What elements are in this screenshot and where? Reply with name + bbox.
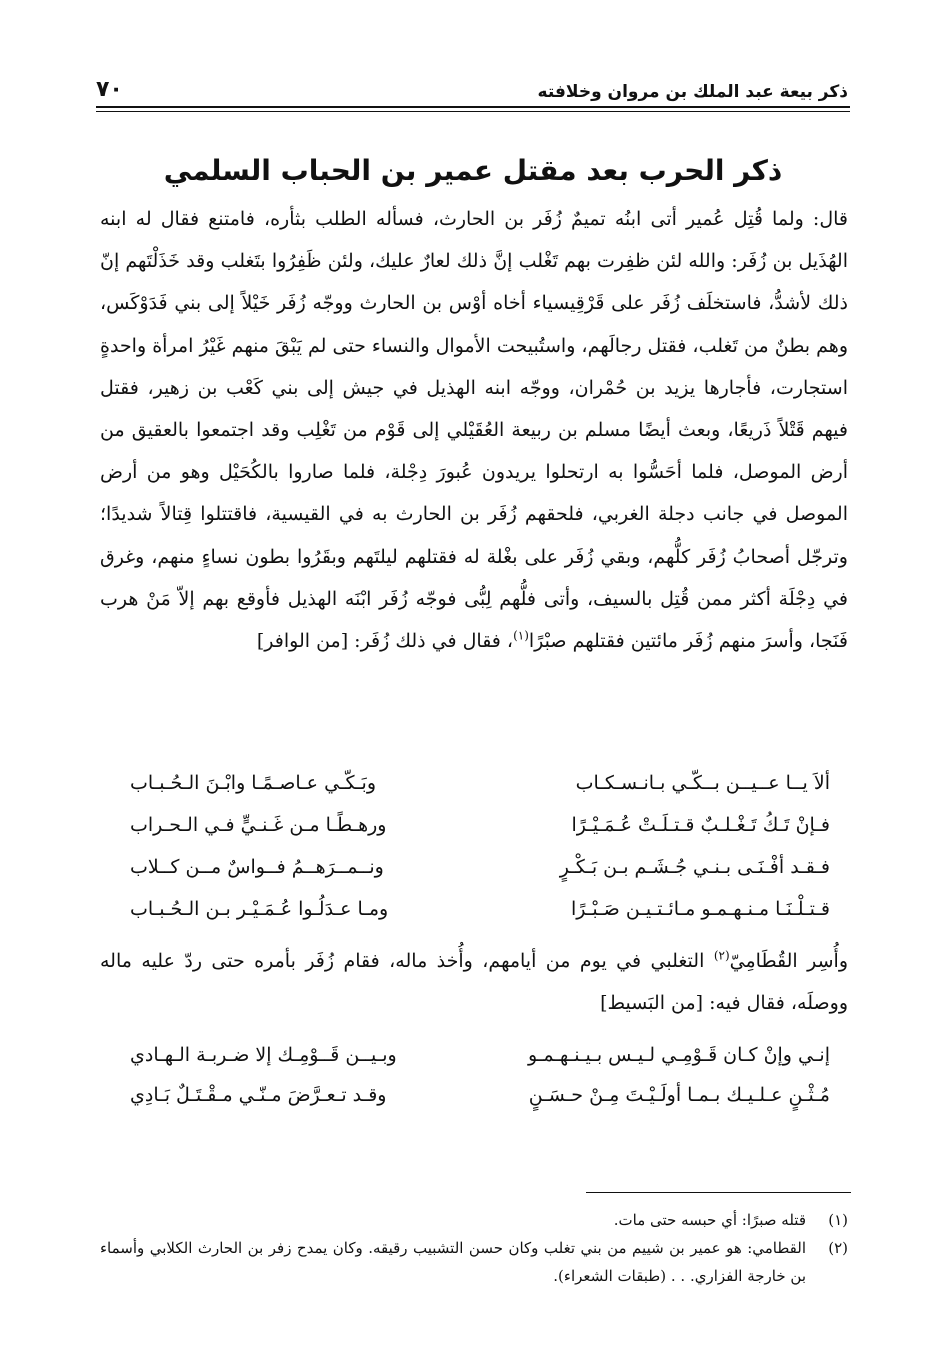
verse-first-hemistich: قـتـلْـنَـا مـنـهـمـو مـائـتـيـن صَـبْـرًا: [571, 898, 830, 920]
footnote-ref-2[interactable]: (٢): [713, 948, 730, 963]
verse-second-hemistich: وقـد تـعـرَّضَ مـنّـي مـقْـتَـلٌ بَـادِي: [130, 1084, 387, 1106]
footnote-item: [100, 1234, 848, 1290]
verse-second-hemistich: وبـيــن قَــوْمِـك إلا ضـربـة الـهـادي: [130, 1044, 397, 1066]
running-header: [96, 68, 848, 102]
paragraph-2-rest: التغلبي في يوم من أيامهم، وأُخذ ماله، فقام زُفَر بأمره حتى ردّ عليه ماله ووصلَه، فقال فيه: [من البَسيط]: [100, 950, 848, 1014]
poem-verse: [130, 804, 830, 846]
poem-verse: [130, 762, 830, 804]
poem-verse: [130, 846, 830, 888]
verse-first-hemistich: ألاَ يــا عــيــن بــكّـي بـانـسـكـاب: [575, 772, 830, 794]
page-number: ٧٠: [96, 77, 123, 102]
footnote-rule: [586, 1192, 851, 1193]
header-rule: [96, 106, 850, 112]
running-title: ذكر بيعة عبد الملك بن مروان وخلافته: [537, 82, 848, 102]
paragraph-2-start: وأُسِر القُطَامِيّ: [729, 950, 849, 972]
poem-verse: [130, 1035, 830, 1075]
verse-first-hemistich: إنـي وإنْ كـان قَـوْمِـي لـيـس بـيـنـهـمـو: [528, 1044, 830, 1066]
chapter-title: ذكر الحرب بعد مقتل عمير بن الحباب السلمي: [163, 153, 783, 187]
verse-first-hemistich: فـقـد أفْـنَـى بـنـي جُـشَـم بـن بَـكْـرٍ: [559, 856, 830, 878]
verse-first-hemistich: فـإنْ تَـكُ تَـغْـلـبٌ قـتـلَـتْ عُـمَـيْـرًا: [571, 814, 830, 836]
footnote-item: [100, 1206, 848, 1234]
body-paragraph-1: [100, 198, 848, 662]
footnote-ref-1[interactable]: (١): [513, 628, 529, 643]
poem-wafir: [130, 762, 830, 930]
footnotes: [100, 1206, 848, 1290]
paragraph-1-tail: ، فقال في ذلك زُفَر: [من الوافر]: [256, 630, 514, 653]
body-paragraph-2: [100, 940, 848, 1024]
poem-basit: [130, 1035, 830, 1115]
footnote-text: قتله صبرًا: أي حبسه حتى مات.: [613, 1211, 806, 1229]
poem-verse: [130, 888, 830, 930]
footnote-number: (٢): [828, 1239, 848, 1257]
poem-verse: [130, 1075, 830, 1115]
verse-first-hemistich: مُـثْـنٍ عـلـيـك بـمـا أولَـيْـتَ مِـنْ حـسَـنٍ: [528, 1084, 830, 1106]
footnote-number: (١): [828, 1211, 848, 1229]
verse-second-hemistich: ونــمــرَهــمُ فــواسٌ مــن كــلاب: [130, 856, 384, 878]
footnote-text: القطامي: هو عمير بن شييم من بني تغلب وكان حسن التشبيب رقيقه. وكان يمدح زفر بن الحارث الكلابي وأسماء بن خارجة الفزاري. . . (طبقات الشعراء).: [100, 1239, 806, 1285]
verse-second-hemistich: ورهـطًـا مـن غَـنـيٍّ فـي الـحـراب: [130, 814, 387, 836]
verse-second-hemistich: ومـا عـدَلُـوا عُـمَـيْـر بـن الـحُـبـاب: [130, 898, 389, 920]
paragraph-1-main: قال: ولما قُتِل عُمير أتى ابنُه تميمٌ زُفَر بن الحارث، فسأله الطلب بثأره، فامتنع فقال له ابنه الهُذَيل بن زُفَر: والله لئن ظفِرت بهم تَغْلب إنَّ ذلك لعارٌ عليك، ولئن ظَفِرُوا بتَغلب وقد خَذَلْتَهم إنّ ذلك لأشدُّ، فاستخلَف زُفَر على قَرْقِيسياء أخاه أوْس بن الحارث ووجّه زُفَر خَيْلاً إلى بني فَدَوْكَس، وهم بطنٌ من تَغلب، فقتل رجالَهم، واستُبيحت الأموال والنساء حتى لم يَبْقَ منهم غَيْرُ امرأة واحدةٍ استجارت، فأجارها يزيد بن حُمْران، ووجّه ابنه الهذيل في جيش إلى بني كَعْب بن زهير، فقتل فيهم قَتْلاً ذَريعًا، وبعث أيضًا مسلم بن ربيعة العُقَيْلي إلى قَوْم من تَغْلِب وقد اجتمعوا بالعقيق من أرض الموصل، فلما أحَسُّوا به ارتحلوا يريدون عُبورَ دِجْلة، فلما صاروا بالكُحَيْل وهو من أرض الموصل في جانب دجلة الغربي، فلحقهم زُفَر بن الحارث به في القيسية، فاقتتلوا قِتالاً شديدًا؛ وترجّل أصحابُ زُفَر كلُّهم، وبقي زُفَر على بغْلة له فقتلهم ليلتَهم وبقَرُوا بطون نساءٍ منهم، وغرق في دِجْلَة أكثر ممن قُتِل بالسيف، وأتى فلُّهم لِبُّى فوجّه زُفَر ابْنَه الهذيل فأوقع بهم إلاّ مَنْ هرب فَنَجا، وأسرَ منهم زُفَر مائتين فقتلهم صبْرًا: [100, 208, 848, 653]
verse-second-hemistich: وبَـكّـي عـاصـمًـا وابْـنَ الـحُـبـاب: [130, 772, 376, 794]
